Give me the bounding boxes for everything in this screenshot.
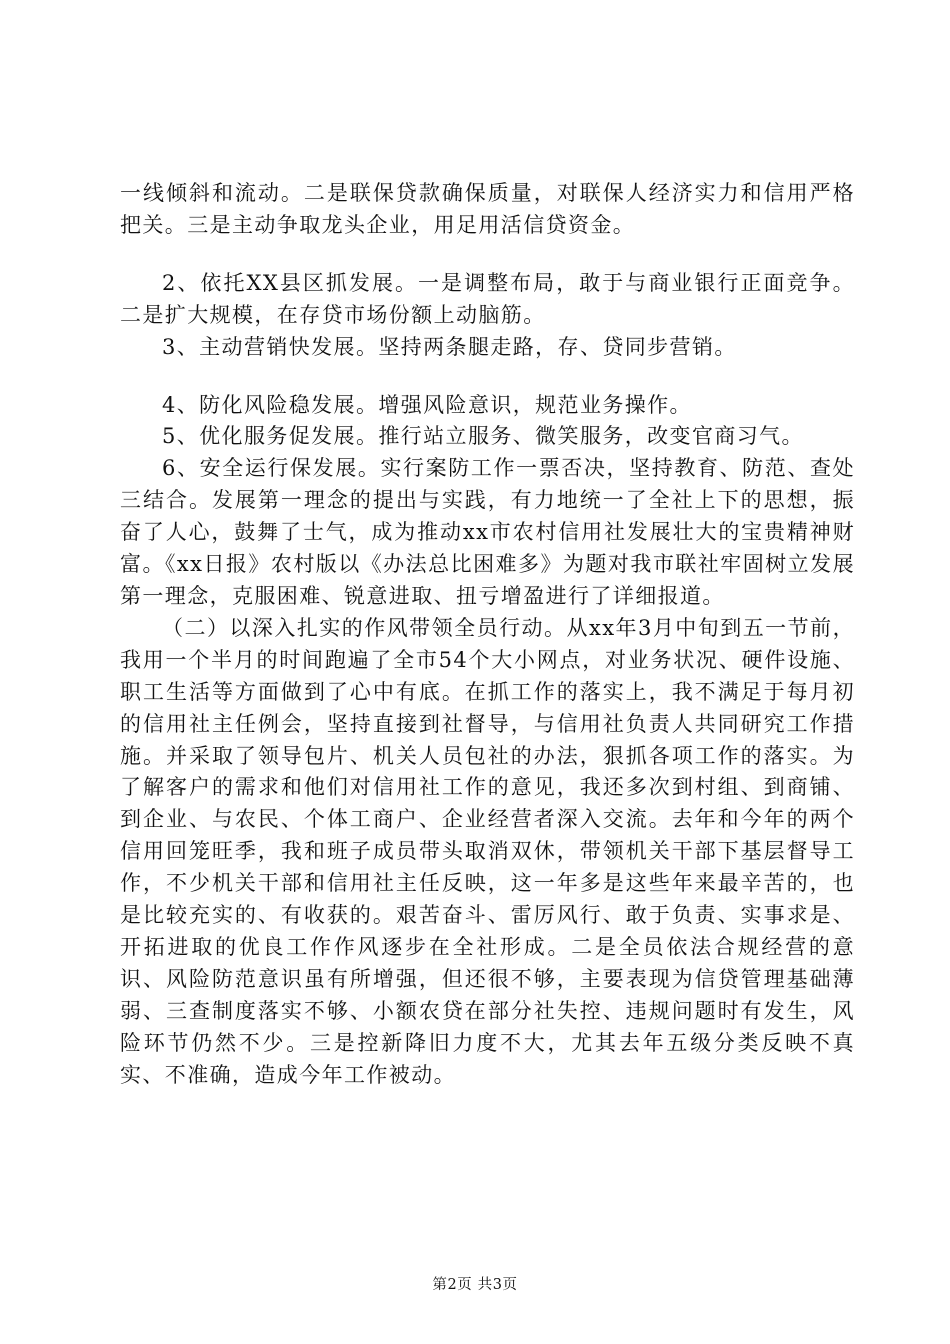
paragraph-item-4: 4、防化风险稳发展。增强风险意识，规范业务操作。 <box>162 392 692 417</box>
paragraph-item-3: 3、主动营销快发展。坚持两条腿走路，存、贷同步营销。 <box>162 334 737 359</box>
paragraph-continuation: 一线倾斜和流动。二是联保贷款确保质量，对联保人经济实力和信用严格把关。三是主动争取龙头企业，用足用活信贷资金。 <box>120 181 855 237</box>
document-body <box>120 178 855 1091</box>
paragraph-item-5: 5、优化服务促发展。推行站立服务、微笑服务，改变官商习气。 <box>162 424 804 449</box>
paragraph-section-two: （二）以深入扎实的作风带领全员行动。从xx年3月中旬到五一节前，我用一个半月的时间跑遍了全市54个大小网点，对业务状况、硬件设施、职工生活等方面做到了心中有底。在抓工作的落实上，我不满足于每月初的信用社主任例会，坚持直接到社督导，与信用社负责人共同研究工作措施。并采取了领导包片、机关人员包社的办法，狠抓各项工作的落实。为了解客户的需求和他们对信用社工作的意见，我还多次到村组、到商铺、到企业、与农民、个体工商户、企业经营者深入交流。去年和今年的两个信用回笼旺季，我和班子成员带头取消双休，带领机关干部下基层督导工作，不少机关干部和信用社主任反映，这一年多是这些年来最辛苦的，也是比较充实的、有收获的。艰苦奋斗、雷厉风行、敢于负责、实事求是、开拓进取的优良工作作风逐步在全社形成。二是全员依法合规经营的意识、风险防范意识虽有所增强，但还很不够，主要表现为信贷管理基础薄弱、三查制度落实不够、小额农贷在部分社失控、违规问题时有发生，风险环节仍然不少。三是控新降旧力度不大，尤其去年五级分类反映不真实、不准确，造成今年工作被动。 <box>120 615 855 1087</box>
page-number-footer: 第2页 共3页 <box>432 1277 518 1293</box>
paragraph-item-6: 6、安全运行保发展。实行案防工作一票否决，坚持教育、防范、查处三结合。发展第一理念的提出与实践，有力地统一了全社上下的思想，振奋了人心，鼓舞了士气，成为推动xx市农村信用社发展壮大的宝贵精神财富。《xx日报》农村版以《办法总比困难多》为题对我市联社牢固树立发展第一理念，克服困难、锐意进取、扭亏增盈进行了详细报道。 <box>120 456 855 608</box>
paragraph-item-2: 2、依托XX县区抓发展。一是调整布局，敢于与商业银行正面竞争。二是扩大规模，在存贷市场份额上动脑筋。 <box>120 270 855 327</box>
